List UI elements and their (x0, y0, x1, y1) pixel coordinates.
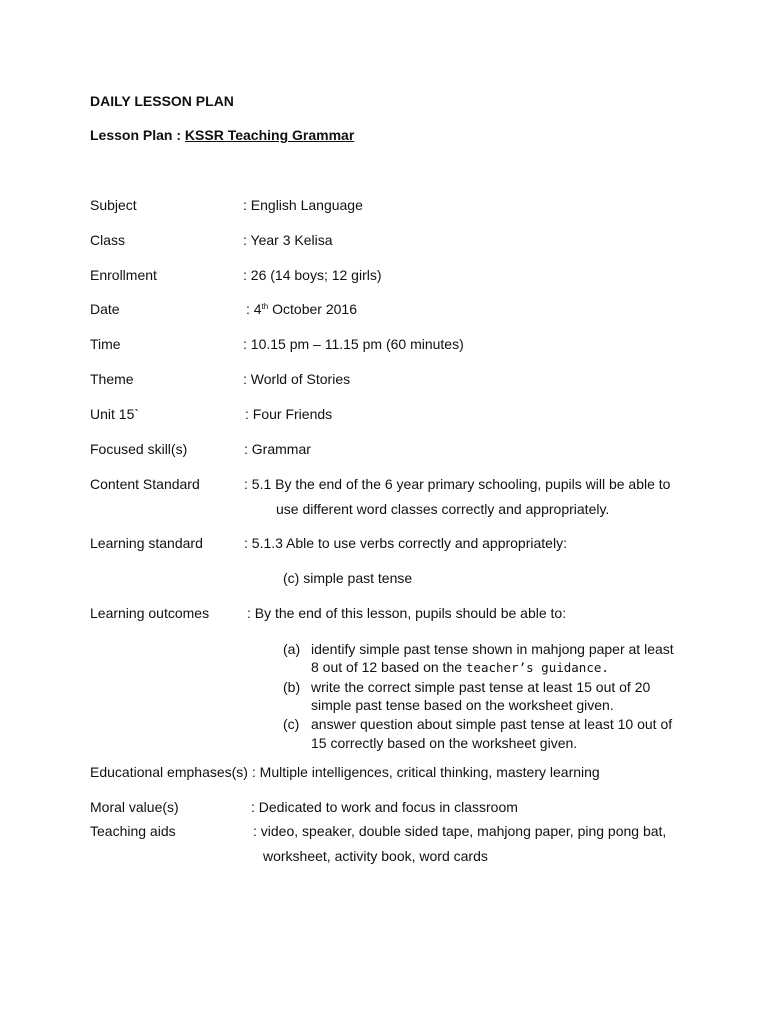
date-ordinal: th (261, 302, 269, 311)
teaching-aids-line2: worksheet, activity book, word cards (263, 848, 488, 864)
time-label: Time (90, 336, 121, 352)
lesson-plan-label: Lesson Plan : (90, 127, 185, 143)
learning-standard-line2: (c) simple past tense (283, 570, 413, 586)
content-standard-label: Content Standard (90, 476, 200, 492)
date-value (246, 301, 357, 318)
moral-value-value: : Dedicated to work and focus in classroom (251, 799, 518, 815)
outcome-c-line2: 15 correctly based on the worksheet given. (311, 735, 578, 751)
date-label: Date (90, 301, 120, 317)
content-standard-line2: use different word classes correctly and appropriately. (276, 501, 610, 517)
subject-label: Subject (90, 197, 137, 213)
outcome-a-marker: (a) (283, 641, 301, 657)
enrollment-value: : 26 (14 boys; 12 girls) (243, 267, 382, 283)
educational-emphases-label: Educational emphases(s) (90, 764, 248, 780)
outcome-a-line2-guidance: teacher’s guidance. (465, 660, 609, 675)
date-month-year: October 2016 (268, 301, 357, 317)
outcome-a-line1: identify simple past tense shown in mahjong paper at least (311, 641, 674, 657)
document-heading: DAILY LESSON PLAN (90, 93, 234, 109)
subject-value: : English Language (243, 197, 363, 213)
content-standard-line1: : 5.1 By the end of the 6 year primary schooling, pupils will be able to (244, 476, 671, 492)
outcome-b-marker: (b) (283, 679, 301, 695)
unit-label: Unit 15` (90, 406, 140, 422)
outcome-c-line1: answer question about simple past tense at least 10 out of (311, 716, 673, 732)
teaching-aids-line1: : video, speaker, double sided tape, mahjong paper, ping pong bat, (253, 823, 667, 839)
theme-label: Theme (90, 371, 134, 387)
outcome-c-marker: (c) (283, 716, 300, 732)
learning-standard-line1: : 5.1.3 Able to use verbs correctly and appropriately: (244, 535, 567, 551)
learning-outcomes-intro: : By the end of this lesson, pupils should be able to: (247, 605, 567, 621)
class-value: : Year 3 Kelisa (243, 232, 333, 248)
time-value: : 10.15 pm – 11.15 pm (60 minutes) (243, 336, 464, 352)
outcome-a-line2-text: 8 out of 12 based on the (311, 659, 466, 675)
lesson-plan-line (90, 127, 354, 144)
class-label: Class (90, 232, 126, 248)
educational-emphases-line (90, 764, 600, 781)
focused-skill-label: Focused skill(s) (90, 441, 188, 457)
date-day: : 4 (246, 301, 262, 317)
lesson-plan-title: KSSR Teaching Grammar (184, 127, 355, 143)
unit-value: : Four Friends (245, 406, 333, 422)
outcome-b-line2: simple past tense based on the worksheet given. (311, 697, 614, 713)
moral-value-label: Moral value(s) (90, 799, 179, 815)
enrollment-label: Enrollment (90, 267, 157, 283)
learning-outcomes-label: Learning outcomes (90, 605, 210, 621)
outcome-b-line1: write the correct simple past tense at least 15 out of 20 (311, 679, 651, 695)
outcome-a-line2 (311, 659, 609, 676)
learning-standard-label: Learning standard (90, 535, 203, 551)
theme-value: : World of Stories (243, 371, 351, 387)
teaching-aids-label: Teaching aids (90, 823, 176, 839)
educational-emphases-value: : Multiple intelligences, critical thinking, mastery learning (247, 764, 600, 780)
focused-skill-value: : Grammar (244, 441, 311, 457)
